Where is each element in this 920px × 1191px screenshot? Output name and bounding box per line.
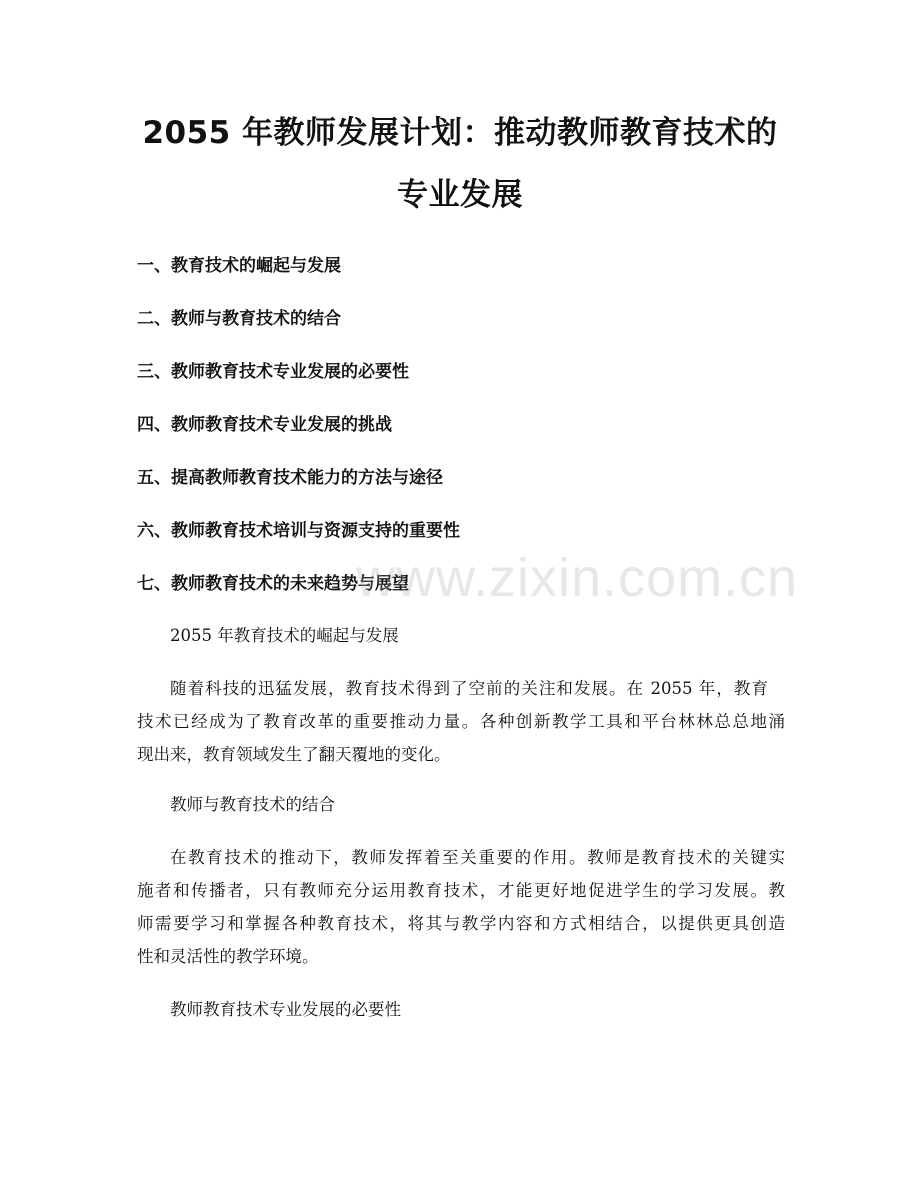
toc-item: 四、教师教育技术专业发展的挑战 — [137, 415, 392, 435]
paragraph-line: 性和灵活性的教学环境。 — [137, 947, 319, 966]
paragraph-line: 现出来，教育领域发生了翻天覆地的变化。 — [137, 745, 451, 764]
toc-item: 五、提高教师教育技术能力的方法与途径 — [137, 468, 443, 488]
document-title-line-1: 2055 年教师发展计划：推动教师教育技术的 — [142, 115, 778, 151]
toc-item: 三、教师教育技术专业发展的必要性 — [137, 362, 409, 382]
toc-item: 一、教育技术的崛起与发展 — [137, 256, 341, 276]
paragraph-line: 随着科技的迅猛发展，教育技术得到了空前的关注和发展。在 2055 年，教育 — [170, 679, 768, 698]
document-title-line-2: 专业发展 — [397, 177, 523, 213]
paragraph-line: 在教育技术的推动下，教师发挥着至关重要的作用。教师是教育技术的关键实 — [170, 848, 785, 867]
paragraph-line: 技术已经成为了教育改革的重要推动力量。各种创新教学工具和平台林林总总地涌 — [137, 712, 785, 731]
section-heading: 2055 年教育技术的崛起与发展 — [170, 626, 399, 645]
toc-item: 六、教师教育技术培训与资源支持的重要性 — [137, 521, 460, 541]
paragraph-line: 施者和传播者，只有教师充分运用教育技术，才能更好地促进学生的学习发展。教 — [137, 881, 785, 900]
toc-item: 七、教师教育技术的未来趋势与展望 — [137, 574, 409, 594]
toc-item: 二、教师与教育技术的结合 — [137, 309, 341, 329]
paragraph-line: 师需要学习和掌握各种教育技术，将其与教学内容和方式相结合，以提供更具创造 — [137, 914, 785, 933]
section-heading: 教师教育技术专业发展的必要性 — [170, 1000, 401, 1019]
section-heading: 教师与教育技术的结合 — [170, 795, 335, 814]
watermark: www.zixin.com.cn — [356, 548, 799, 608]
